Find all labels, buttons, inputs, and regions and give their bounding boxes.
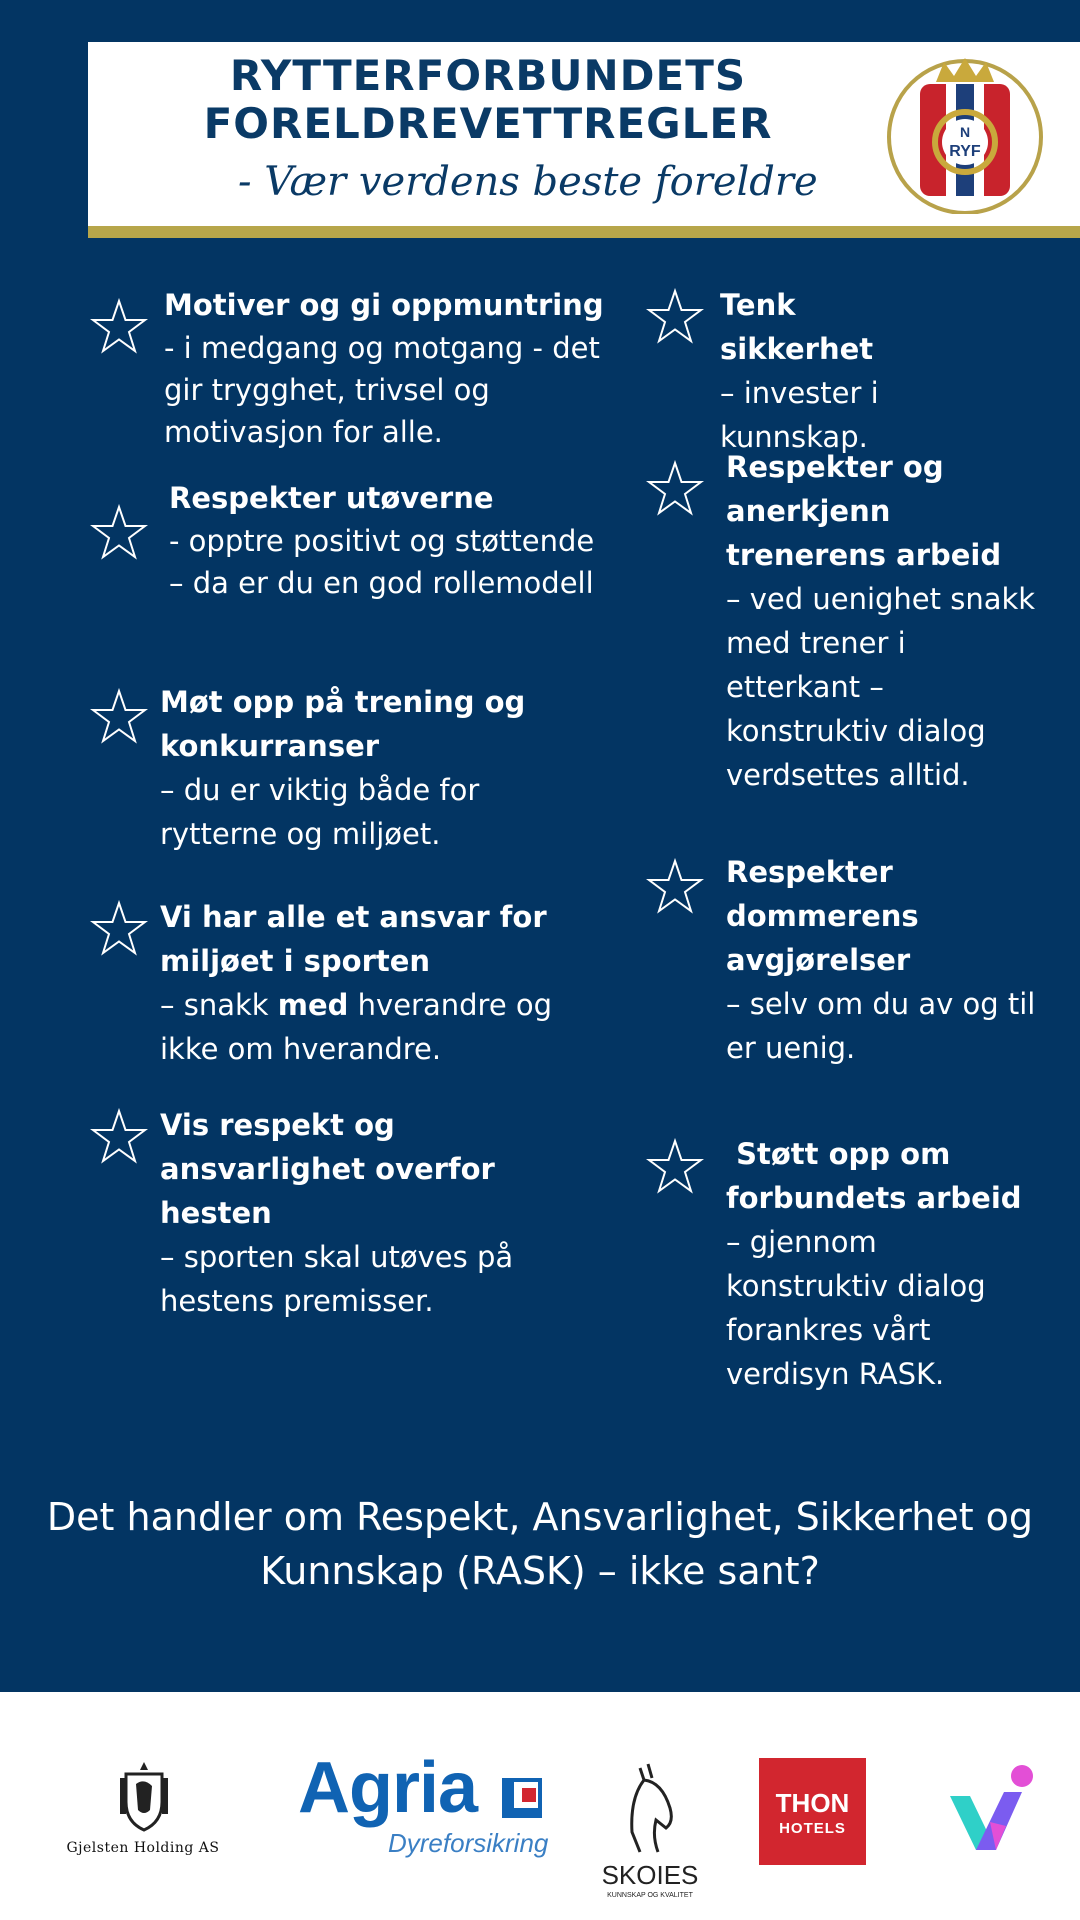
rule-description — [160, 983, 600, 1071]
ryf-logo — [884, 52, 1046, 214]
sponsor-skoies: SKOIES — [601, 1860, 699, 1890]
rule-title: Respekter dommerens avgjørelser — [726, 855, 919, 977]
sponsor-skoies-sub: KUNNSKAP OG KVALITET — [607, 1892, 693, 1899]
rule-description: – invester i kunnskap. — [720, 376, 879, 454]
sponsor-gjelsten: Gjelsten Holding AS — [66, 1840, 220, 1856]
rule-title: Vis respekt og ansvarlighet overfor hesten — [160, 1108, 495, 1230]
list-item — [726, 1132, 1044, 1396]
star-icon — [644, 288, 706, 350]
list-item — [164, 283, 604, 453]
rule-description: – du er viktig både for rytterne og miljøet. — [160, 773, 480, 851]
sponsor-agria: Agria — [298, 1748, 478, 1828]
rule-description-start: – snakk — [160, 988, 278, 1022]
list-item — [169, 476, 609, 604]
page-title-line1: RYTTERFORBUNDETS — [229, 51, 747, 100]
list-item — [726, 850, 1044, 1070]
gjelsten-crest-icon — [114, 1758, 174, 1834]
rule-title: Respekter utøverne — [169, 481, 494, 515]
star-icon — [644, 460, 706, 522]
rule-description: - i medgang og motgang - det gir trygghet, trivsel og motivasjon for alle. — [164, 331, 600, 449]
list-item — [160, 1103, 580, 1323]
rule-title: Støtt opp om forbundets arbeid — [726, 1137, 1022, 1215]
rule-description: – sporten skal utøves på hestens premisser. — [160, 1240, 514, 1318]
rule-description: – ved uenighet snakk med trener i etterkant – konstruktiv dialog verdsettes alltid. — [726, 582, 1036, 792]
logo-letters-ryf: RYF — [949, 143, 981, 160]
skoies-horse-icon — [618, 1760, 684, 1860]
page-title-line2: FORELDREVETTREGLER — [203, 99, 773, 148]
header-panel — [88, 42, 1080, 226]
star-icon — [88, 900, 150, 962]
star-icon — [644, 1138, 706, 1200]
rule-title: Vi har alle et ansvar for miljøet i sporten — [160, 900, 547, 978]
star-icon — [88, 1108, 150, 1170]
rule-description: - opptre positivt og støttende – da er du en god rollemodell — [169, 524, 595, 600]
thon-label: THON — [775, 1788, 850, 1818]
rule-description-end: hverandre og ikke om hverandre. — [160, 988, 553, 1066]
header-gold-bar — [88, 226, 1080, 238]
hotels-label: HOTELS — [779, 1820, 846, 1837]
rule-description: – selv om du av og til er uenig. — [726, 987, 1036, 1065]
list-item — [160, 680, 580, 856]
page-subtitle: - Vær verdens beste foreldre — [238, 159, 818, 205]
sponsor-thon-hotels — [759, 1758, 866, 1865]
logo-letter-n: N — [959, 124, 971, 140]
star-icon — [88, 688, 150, 750]
rule-title: Tenk sikkerhet — [720, 288, 874, 366]
star-icon — [88, 298, 150, 360]
rule-description-emphasis: med — [277, 988, 349, 1022]
rask-slogan: Det handler om Respekt, Ansvarlighet, Sikkerhet og Kunnskap (RASK) – ikke sant? — [46, 1495, 1034, 1593]
sponsor-agria-sub: Dyreforsikring — [388, 1828, 549, 1858]
list-item — [160, 895, 600, 1071]
rule-title: Motiver og gi oppmuntring — [164, 288, 604, 322]
list-item — [720, 283, 950, 459]
rule-description: – gjennom konstruktiv dialog forankres vårt verdisyn RASK. — [726, 1225, 986, 1391]
agria-square-icon — [500, 1776, 544, 1820]
rule-title: Møt opp på trening og konkurranser — [160, 685, 526, 763]
v-brand-icon — [946, 1762, 1038, 1862]
star-icon — [644, 858, 706, 920]
rule-title: Respekter og anerkjenn trenerens arbeid — [726, 450, 1002, 572]
sponsor-strip — [0, 1692, 1080, 1920]
list-item — [726, 445, 1044, 797]
star-icon — [88, 504, 150, 566]
